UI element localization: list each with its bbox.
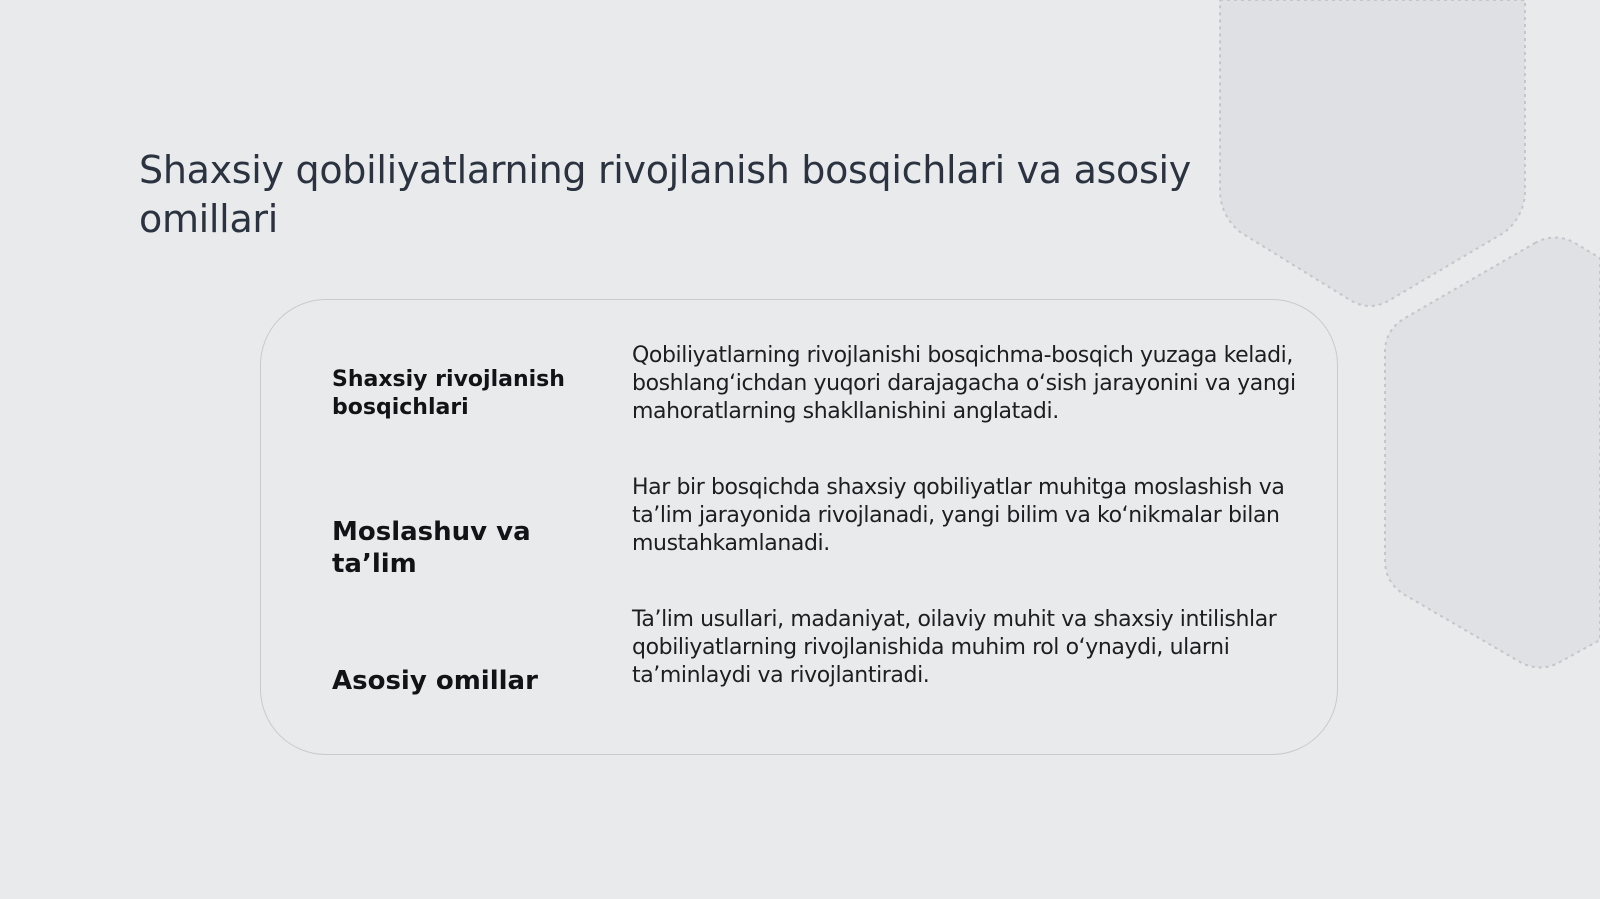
- row-text-stages: Qobiliyatlarning rivojlanishi bosqichma-bosqich yuzaga keladi, boshlang‘ichdan yuqori darajagacha o‘sish jarayonini va yangi mahoratlarning shakllanishini anglatadi.: [632, 343, 1296, 424]
- row-label-adaptation: Moslashuv va ta’lim: [332, 517, 531, 579]
- row-text-adaptation: Har bir bosqichda shaxsiy qobiliyatlar muhitga moslashish va ta’lim jarayonida rivojlanadi, yangi bilim va ko‘nikmalar bilan mustahkamlanadi.: [632, 475, 1285, 556]
- row-text-factors: Ta’lim usullari, madaniyat, oilaviy muhit va shaxsiy intilishlar qobiliyatlarning rivojlanishida muhim rol o‘ynaydi, ularni ta’minlaydi va rivojlantiradi.: [632, 607, 1277, 688]
- row-label-factors: Asosiy omillar: [332, 666, 538, 696]
- hexagon-right: [1385, 238, 1600, 668]
- hexagon-top-right: [1220, 0, 1525, 306]
- row-label-stages: Shaxsiy rivojlanish bosqichlari: [332, 367, 565, 420]
- slide-title: Shaxsiy qobiliyatlarning rivojlanish bosqichlari va asosiy omillari: [139, 148, 1191, 241]
